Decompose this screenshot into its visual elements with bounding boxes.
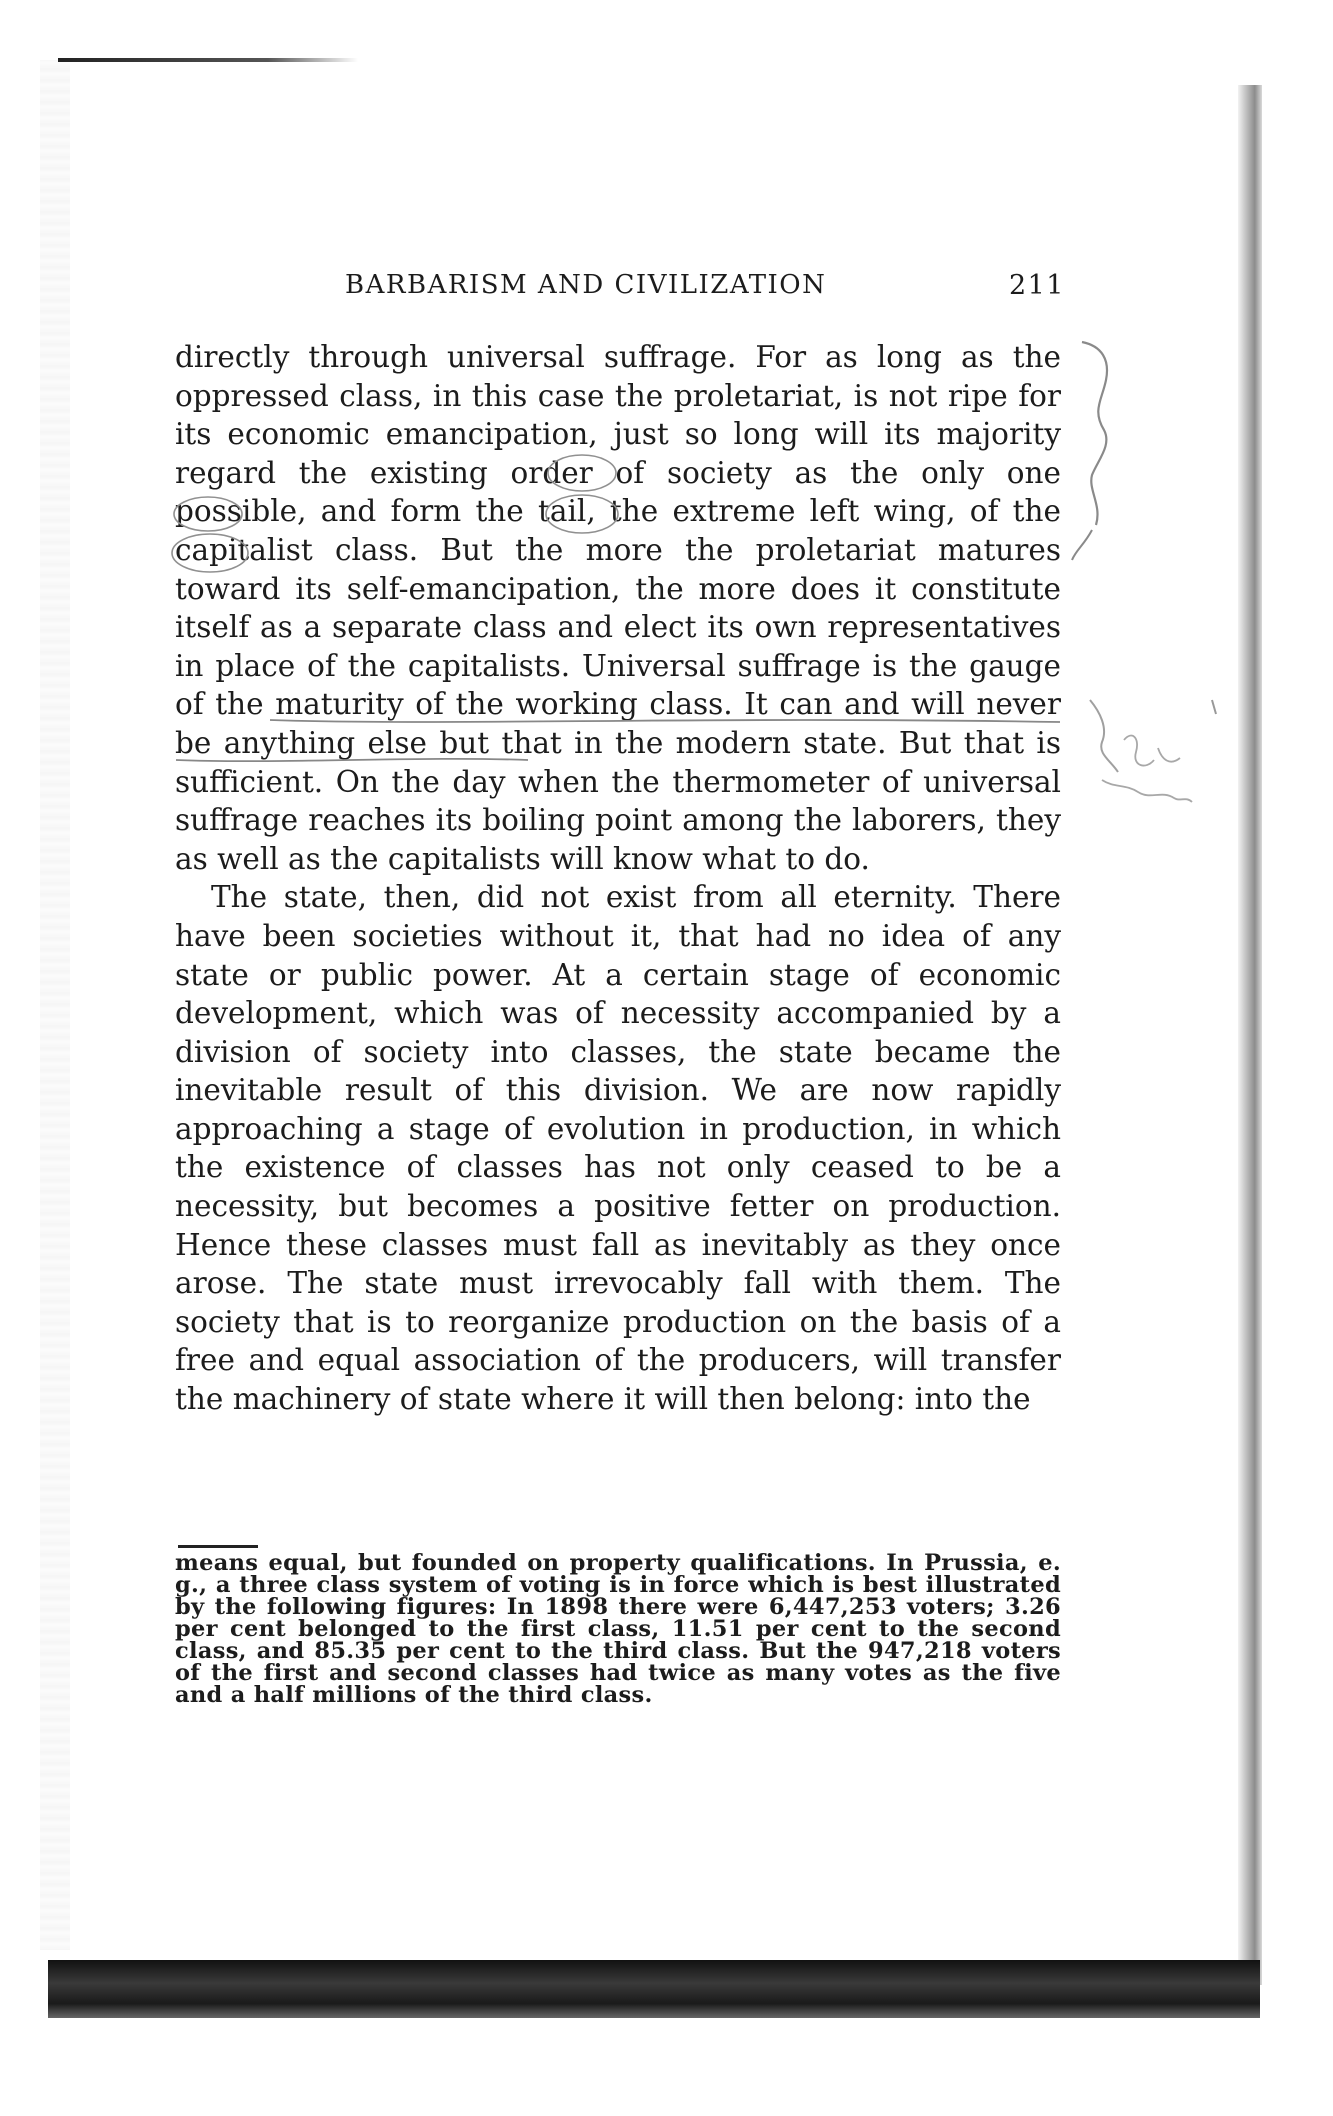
running-title: BARBARISM AND CIVILIZATION [345,270,827,300]
paragraph: directly through universal suffrage. For as long as the oppressed class, in this case the proletariat, is not ripe for its economic emancipation, just so long will its majority regard the existing order of society as the only one possible, and form the tail, the extreme left wing, of the capitalist class. But the more the proletariat matures toward its self-emancipation, the more does it constitute itself as a separate class and elect its own representatives in place of the capitalists. Universal suffrage is the gauge of the maturity of the working class. It can and will never be anything else but that in the modern state. But that is sufficient. On the day when the thermometer of universal suffrage reaches its boiling point among the laborers, they as well as the capitalists will know what to do. [175,340,1061,876]
handwritten-margin-annotations [1062,340,1242,900]
footnote-rule [178,1545,258,1548]
page-number: 211 [1008,270,1065,301]
body-text [175,338,1061,1419]
scan-left-edge-shadow [40,60,70,1950]
running-head [345,270,1065,310]
footnote: means equal, but founded on property qualifications. In Prussia, e. g., a three class system of voting is in force which is best illustrated by the following figures: In 1898 there were 6,447,253 voters; 3.26 per cent belonged to the first class, 11.51 per cent to the second class, and 85.35 per cent to the third class. But the 947,218 voters of the first and second classes had twice as many votes as the five and a half millions of the third class. [175,1550,1061,1708]
pencil-bracket-icon [1062,340,1242,900]
scan-right-edge-shadow [1238,85,1262,1985]
scan-top-edge-line [58,58,358,62]
scan-bottom-edge-band [48,1960,1260,2018]
paragraph: The state, then, did not exist from all eternity. There have been societies without it, that had no idea of any state or public power. At a certain stage of economic development, which was of necessity accompanied by a division of society into classes, the state became the inevitable result of this division. We are now rapidly approaching a stage of evolution in production, in which the existence of classes has not only ceased to be a necessity, but becomes a positive fetter on production. Hence these classes must fall as inevitably as they once arose. The state must irrevocably fall with them. The society that is to reorganize production on the basis of a free and equal association of the producers, will transfer the machinery of state where it will then belong: into the [175,880,1061,1417]
